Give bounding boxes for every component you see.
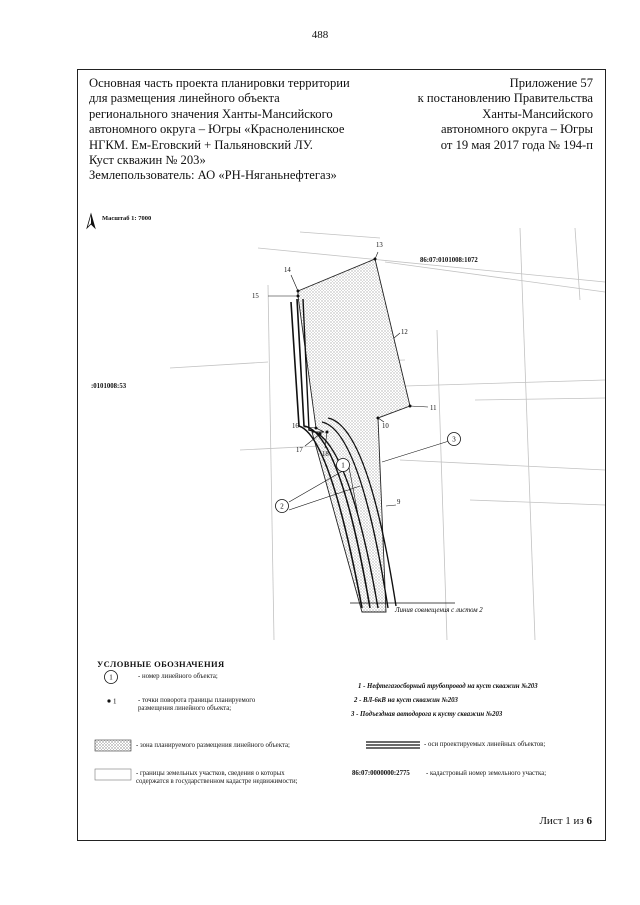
svg-text:2: 2 <box>280 502 284 511</box>
point-label: 13 <box>376 242 383 249</box>
legend-object-2: 2 - ВЛ-6кВ на куст скважин №203 <box>354 697 458 704</box>
title-line: Основная часть проекта планировки территории <box>89 76 350 90</box>
title-line: Куст скважин № 203» <box>89 153 206 168</box>
appendix-line: автономного округа – Югры <box>440 122 593 137</box>
turn-point-symbol-icon <box>107 698 117 706</box>
title-line: регионального значения Ханты-Мансийского <box>89 106 333 121</box>
svg-text:1: 1 <box>109 673 113 682</box>
legend-cadastral-number: - кадастровый номер земельного участка; <box>426 770 547 777</box>
point-label: 14 <box>284 267 291 274</box>
legend-object-3: 3 - Подъездная автодорога к кусту скважин №203 <box>351 711 503 718</box>
point-label: 10 <box>382 423 389 430</box>
legend-parcels: - границы земельных участков, сведения о которых содержатся в государственном кадастре недвижимости; <box>136 770 298 786</box>
legend-zone: - зона планируемого размещения линейного объекта; <box>136 742 290 749</box>
axes-symbol-icon <box>366 742 420 748</box>
parcel-boundaries <box>170 228 605 640</box>
appendix-line: Приложение 57 <box>509 76 593 90</box>
page-number: 488 <box>311 29 329 41</box>
title-line: НГКМ. Ем-Еговский + Пальяновский ЛУ. <box>89 137 313 152</box>
legend-turn-points: - точки поворота границы планируемого размещения линейного объекта; <box>138 697 256 713</box>
appendix-block <box>353 76 593 153</box>
object-number-symbol-icon <box>105 671 118 684</box>
svg-text:3: 3 <box>452 435 456 444</box>
parcel-symbol-icon <box>95 769 131 780</box>
point-label: 9 <box>397 499 401 506</box>
object-callout-2 <box>276 500 289 513</box>
legend-object-number: - номер линейного объекта; <box>138 673 218 680</box>
appendix-line: от 19 мая 2017 года № 194-п <box>440 137 593 152</box>
legend-object-1: 1 - Нефтегазосборный трубопровод на куст скважин №203 <box>358 683 538 690</box>
object-callout-1 <box>337 459 350 472</box>
point-label: 17 <box>296 447 303 454</box>
legend-cadastral-sample: 86:07:0000000:2775 <box>352 770 410 777</box>
planned-zone <box>298 259 410 612</box>
title-line: для размещения линейного объекта <box>89 91 280 106</box>
cadastral-number-label: 86:07:0101008:1072 <box>420 257 478 264</box>
point-label: 12 <box>401 329 408 336</box>
sheet-number: Лист 1 из 6 <box>539 815 592 827</box>
point-label: 16 <box>292 423 299 430</box>
point-label: 15 <box>252 293 259 300</box>
scale-label: Масштаб 1: 7000 <box>102 215 152 222</box>
north-arrow-icon <box>87 214 95 228</box>
svg-text:1: 1 <box>341 461 345 470</box>
appendix-line: Ханты-Мансийского <box>482 106 593 121</box>
cadastral-number-label: :0101008:53 <box>91 383 127 390</box>
point-label: 18 <box>322 451 329 458</box>
zone-symbol-icon <box>95 740 131 751</box>
point-label: 11 <box>430 405 437 412</box>
appendix-line: к постановлению Правительства <box>417 91 593 106</box>
match-line-label: Линия совмещения с листом 2 <box>395 607 483 614</box>
land-user-line: Землепользователь: АО «РН-Няганьнефтегаз» <box>89 168 337 183</box>
title-line: автономного округа – Югры «Красноленинское <box>89 122 345 137</box>
map-plan <box>78 208 606 640</box>
object-callout-3 <box>448 433 461 446</box>
legend-axes: - оси проектируемых линейных объектов; <box>424 741 546 748</box>
project-title <box>89 76 389 184</box>
legend-title: УСЛОВНЫЕ ОБОЗНАЧЕНИЯ <box>97 659 225 669</box>
svg-text:1: 1 <box>113 697 117 706</box>
